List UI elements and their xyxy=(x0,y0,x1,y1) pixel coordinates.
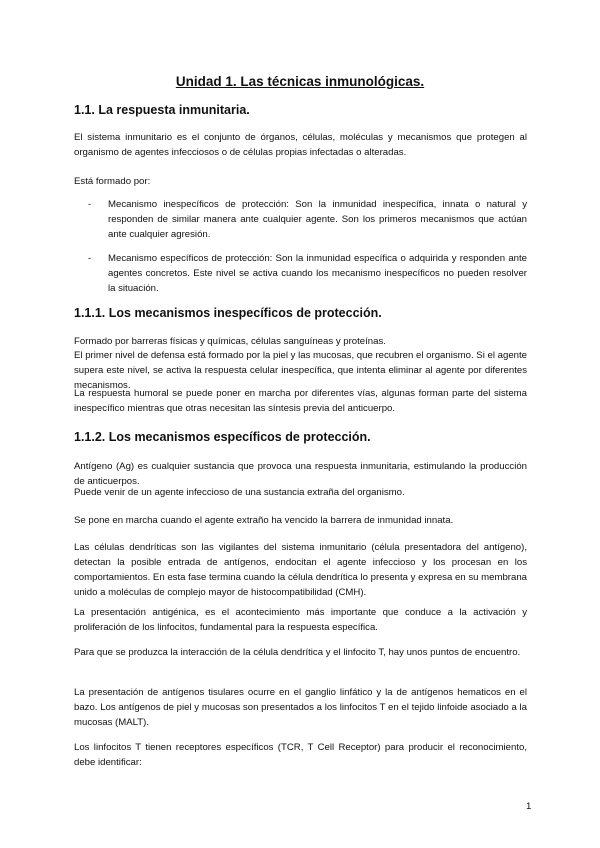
paragraph: Se pone en marcha cuando el agente extraño ha vencido la barrera de inmunidad innata. xyxy=(74,515,454,526)
heading-1-1-1: 1.1.1. Los mecanismos inespecíficos de protección. xyxy=(74,306,382,320)
document-title: Unidad 1. Las técnicas inmunológicas. xyxy=(175,74,425,89)
heading-1-1-2: 1.1.2. Los mecanismos específicos de protección. xyxy=(74,430,371,444)
paragraph: Puede venir de un agente infeccioso de una sustancia extraña del organismo. xyxy=(74,487,405,498)
paragraph-formado: Está formado por: xyxy=(74,176,151,187)
paragraph-intro: El sistema inmunitario es el conjunto de órganos, células, moléculas y mecanismos que protegen al organismo de agentes infecciosos o de células propias infectadas o alteradas. xyxy=(74,132,527,158)
paragraph: Antígeno (Ag) es cualquier sustancia que provoca una respuesta inmunitaria, estimulando la producción de anticuerpos. xyxy=(74,461,527,487)
paragraph: La presentación antigénica, es el acontecimiento más importante que conduce a la activación y proliferación de los linfocitos, fundamental para la respuesta específica. xyxy=(74,607,527,633)
paragraph: Las células dendríticas son las vigilantes del sistema inmunitario (célula presentadora del antígeno), detectan la posible entrada de antígenos, endocitan el agente infeccioso y los procesan en los comportamientos. En esta fase termina cuando la célula dendrítica lo presenta y expresa en su membrana unido a moléculas de complejo mayor de histocompatibilidad (CMH). xyxy=(74,542,527,598)
paragraph: Formado por barreras físicas y químicas, células sanguíneas y proteínas. xyxy=(74,336,386,347)
page-number: 1 xyxy=(526,801,532,812)
paragraph: Para que se produzca la interacción de la célula dendrítica y el linfocito T, hay unos puntos de encuentro. xyxy=(74,647,521,658)
bullet-dash: - xyxy=(88,253,92,264)
heading-1-1: 1.1. La respuesta inmunitaria. xyxy=(74,103,250,117)
list-item-text: Mecanismo específicos de protección: Son la inmunidad específica o adquirida y responden ante agentes concretos. Este nivel se activa cuando los mecanismo inespecíficos no pueden resolver la situación. xyxy=(108,253,527,294)
paragraph: La respuesta humoral se puede poner en marcha por diferentes vías, algunas forman parte del sistema inespecífico mientras que otras necesitan las síntesis previa del anticuerpo. xyxy=(74,388,527,414)
paragraph: Los linfocitos T tienen receptores específicos (TCR, T Cell Receptor) para producir el reconocimiento, debe identificar: xyxy=(74,742,527,768)
list-item-text: Mecanismo inespecíficos de protección: Son la inmunidad inespecífica, innata o natural y responden de similar manera ante cualquier agente. Son los primeros mecanismos que actúan ante cualquier agresión. xyxy=(108,199,527,240)
paragraph: El primer nivel de defensa está formado por la piel y las mucosas, que recubren el organismo. Si el agente supera este nivel, se activa la respuesta celular inespecífica, que intenta eliminar al agente por diferentes mecanismos. xyxy=(74,350,527,391)
bullet-dash: - xyxy=(88,199,92,210)
paragraph: La presentación de antígenos tisulares ocurre en el ganglio linfático y la de antígenos hematicos en el bazo. Los antígenos de piel y mucosas son presentados a los linfocitos T en el tejido linfoide asociado a la mucosas (MALT). xyxy=(74,687,527,728)
